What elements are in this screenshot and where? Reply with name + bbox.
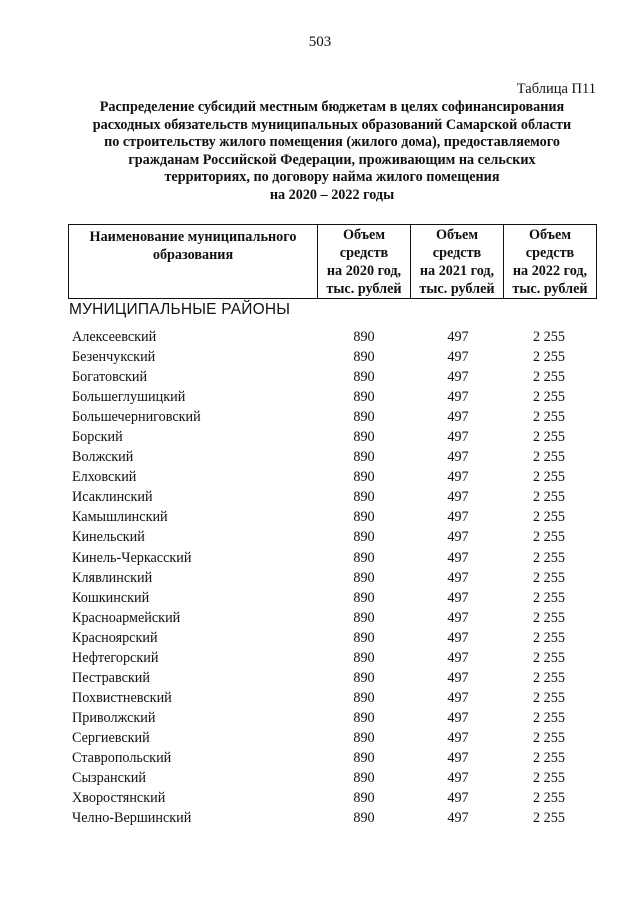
value-2021: 497 [447,549,469,566]
table-row [0,668,640,688]
value-2020: 890 [353,449,375,466]
value-2020: 890 [353,689,375,706]
table-row [0,407,640,427]
header-line: образования [152,247,234,263]
value-2021: 497 [447,569,469,586]
value-2021: 497 [447,729,469,746]
district-name: Исаклинский [72,489,153,506]
district-name: Елховский [72,469,137,486]
subsidy-table-header [68,224,597,299]
value-2021: 497 [447,810,469,827]
value-2020: 890 [353,549,375,566]
value-2020: 890 [353,529,375,546]
value-2020: 890 [353,329,375,345]
title-line: территориях, по договору найма жилого помещения [164,169,500,186]
value-2021: 497 [447,509,469,526]
table-row [0,728,640,748]
value-2020: 890 [353,609,375,626]
value-2022: 2 255 [533,509,565,526]
value-2022: 2 255 [533,709,565,726]
value-2020: 890 [353,429,375,446]
value-2022: 2 255 [533,369,565,386]
value-2022: 2 255 [533,749,565,766]
value-2021: 497 [447,629,469,646]
value-2022: 2 255 [533,549,565,566]
district-name: Пестравский [72,669,150,686]
header-2021 [411,225,504,299]
value-2022: 2 255 [533,489,565,506]
district-name: Похвистневский [72,689,172,706]
value-2020: 890 [353,569,375,586]
district-name: Камышлинский [72,509,168,526]
value-2022: 2 255 [533,349,565,366]
value-2022: 2 255 [533,609,565,626]
table-row [0,527,640,547]
value-2022: 2 255 [533,790,565,807]
district-name: Клявлинский [72,569,153,586]
table-row [0,447,640,467]
value-2021: 497 [447,770,469,787]
district-name: Кинельский [72,529,145,546]
header-2022 [504,225,597,299]
district-name: Алексеевский [72,329,157,345]
value-2022: 2 255 [533,389,565,406]
value-2022: 2 255 [533,329,565,345]
title-line: расходных обязательств муниципальных образований Самарской области [92,116,572,133]
district-name: Красноармейский [72,609,181,626]
value-2020: 890 [353,489,375,506]
value-2020: 890 [353,770,375,787]
value-2021: 497 [447,689,469,706]
header-line: тыс. рублей [326,281,402,297]
value-2020: 890 [353,589,375,606]
value-2021: 497 [447,589,469,606]
value-2022: 2 255 [533,669,565,686]
table-row [0,648,640,668]
value-2021: 497 [447,649,469,666]
header-line: на 2020 год, [326,263,402,279]
district-name: Безенчукский [72,349,156,366]
district-name: Богатовский [72,369,148,386]
value-2022: 2 255 [533,569,565,586]
table-row [0,427,640,447]
value-2021: 497 [447,349,469,366]
district-name: Ставропольский [72,749,172,766]
header-line: средств [432,245,482,261]
value-2022: 2 255 [533,629,565,646]
table-label: Таблица П11 [516,81,596,97]
header-line: средств [339,245,389,261]
header-2020 [318,225,411,299]
header-name [69,225,318,299]
value-2020: 890 [353,729,375,746]
header-line: Объем [435,227,478,243]
table-row [0,808,640,828]
table-row [0,608,640,628]
district-name: Приволжский [72,709,156,726]
table-row [0,367,640,387]
district-name: Красноярский [72,629,158,646]
value-2022: 2 255 [533,529,565,546]
value-2021: 497 [447,369,469,386]
value-2020: 890 [353,409,375,426]
district-name: Сызранский [72,770,146,787]
value-2020: 890 [353,669,375,686]
value-2021: 497 [447,609,469,626]
district-name: Хворостянский [72,790,166,807]
value-2020: 890 [353,649,375,666]
value-2021: 497 [447,329,469,345]
value-2021: 497 [447,409,469,426]
table-row [0,467,640,487]
header-line: на 2021 год, [419,263,495,279]
value-2020: 890 [353,810,375,827]
table-row [0,327,640,347]
header-line: Объем [342,227,385,243]
value-2022: 2 255 [533,449,565,466]
table-row [0,628,640,648]
title-line: по строительству жилого помещения (жилого дома), предоставляемого [104,134,560,151]
value-2020: 890 [353,389,375,406]
header-line: тыс. рублей [512,281,588,297]
value-2022: 2 255 [533,770,565,787]
district-name: Кинель-Черкасский [72,549,192,566]
header-line: тыс. рублей [419,281,495,297]
value-2020: 890 [353,709,375,726]
value-2020: 890 [353,469,375,486]
value-2020: 890 [353,349,375,366]
header-line: Наименование муниципального [89,229,297,245]
value-2021: 497 [447,790,469,807]
value-2020: 890 [353,749,375,766]
value-2021: 497 [447,449,469,466]
table-row [0,768,640,788]
page-number: 503 [308,34,332,50]
value-2020: 890 [353,369,375,386]
value-2020: 890 [353,790,375,807]
table-row [0,507,640,527]
district-name: Большеглушицкий [72,389,186,406]
district-name: Борский [72,429,123,446]
value-2021: 497 [447,429,469,446]
header-line: на 2022 год, [512,263,588,279]
value-2022: 2 255 [533,689,565,706]
header-line: средств [525,245,575,261]
value-2021: 497 [447,489,469,506]
value-2022: 2 255 [533,729,565,746]
value-2021: 497 [447,389,469,406]
value-2022: 2 255 [533,810,565,827]
value-2022: 2 255 [533,649,565,666]
value-2021: 497 [447,469,469,486]
table-row [0,548,640,568]
value-2021: 497 [447,749,469,766]
title-line: на 2020 – 2022 годы [269,186,395,203]
title-line: гражданам Российской Федерации, проживающим на сельских [128,151,536,168]
header-row [69,225,597,299]
district-name: Кошкинский [72,589,150,606]
header-line: Объем [528,227,571,243]
table-row [0,748,640,768]
value-2020: 890 [353,629,375,646]
table-row [0,708,640,728]
value-2022: 2 255 [533,409,565,426]
table-row [0,487,640,507]
district-name: Сергиевский [72,729,150,746]
value-2022: 2 255 [533,469,565,486]
district-name: Челно-Вершинский [72,810,192,827]
value-2022: 2 255 [533,589,565,606]
district-name: Нефтегорский [72,649,159,666]
district-name: Волжский [72,449,134,466]
district-name: Большечерниговский [72,409,201,426]
section-heading: МУНИЦИПАЛЬНЫЕ РАЙОНЫ [69,301,291,318]
table-body [0,327,640,828]
value-2021: 497 [447,529,469,546]
value-2021: 497 [447,709,469,726]
table-row [0,568,640,588]
table-row [0,788,640,808]
value-2020: 890 [353,509,375,526]
table-row [0,588,640,608]
table-row [0,387,640,407]
table-row [0,347,640,367]
title-line: Распределение субсидий местным бюджетам в целях софинансирования [99,99,565,115]
value-2022: 2 255 [533,429,565,446]
table-row [0,688,640,708]
value-2021: 497 [447,669,469,686]
document-title [60,99,604,205]
